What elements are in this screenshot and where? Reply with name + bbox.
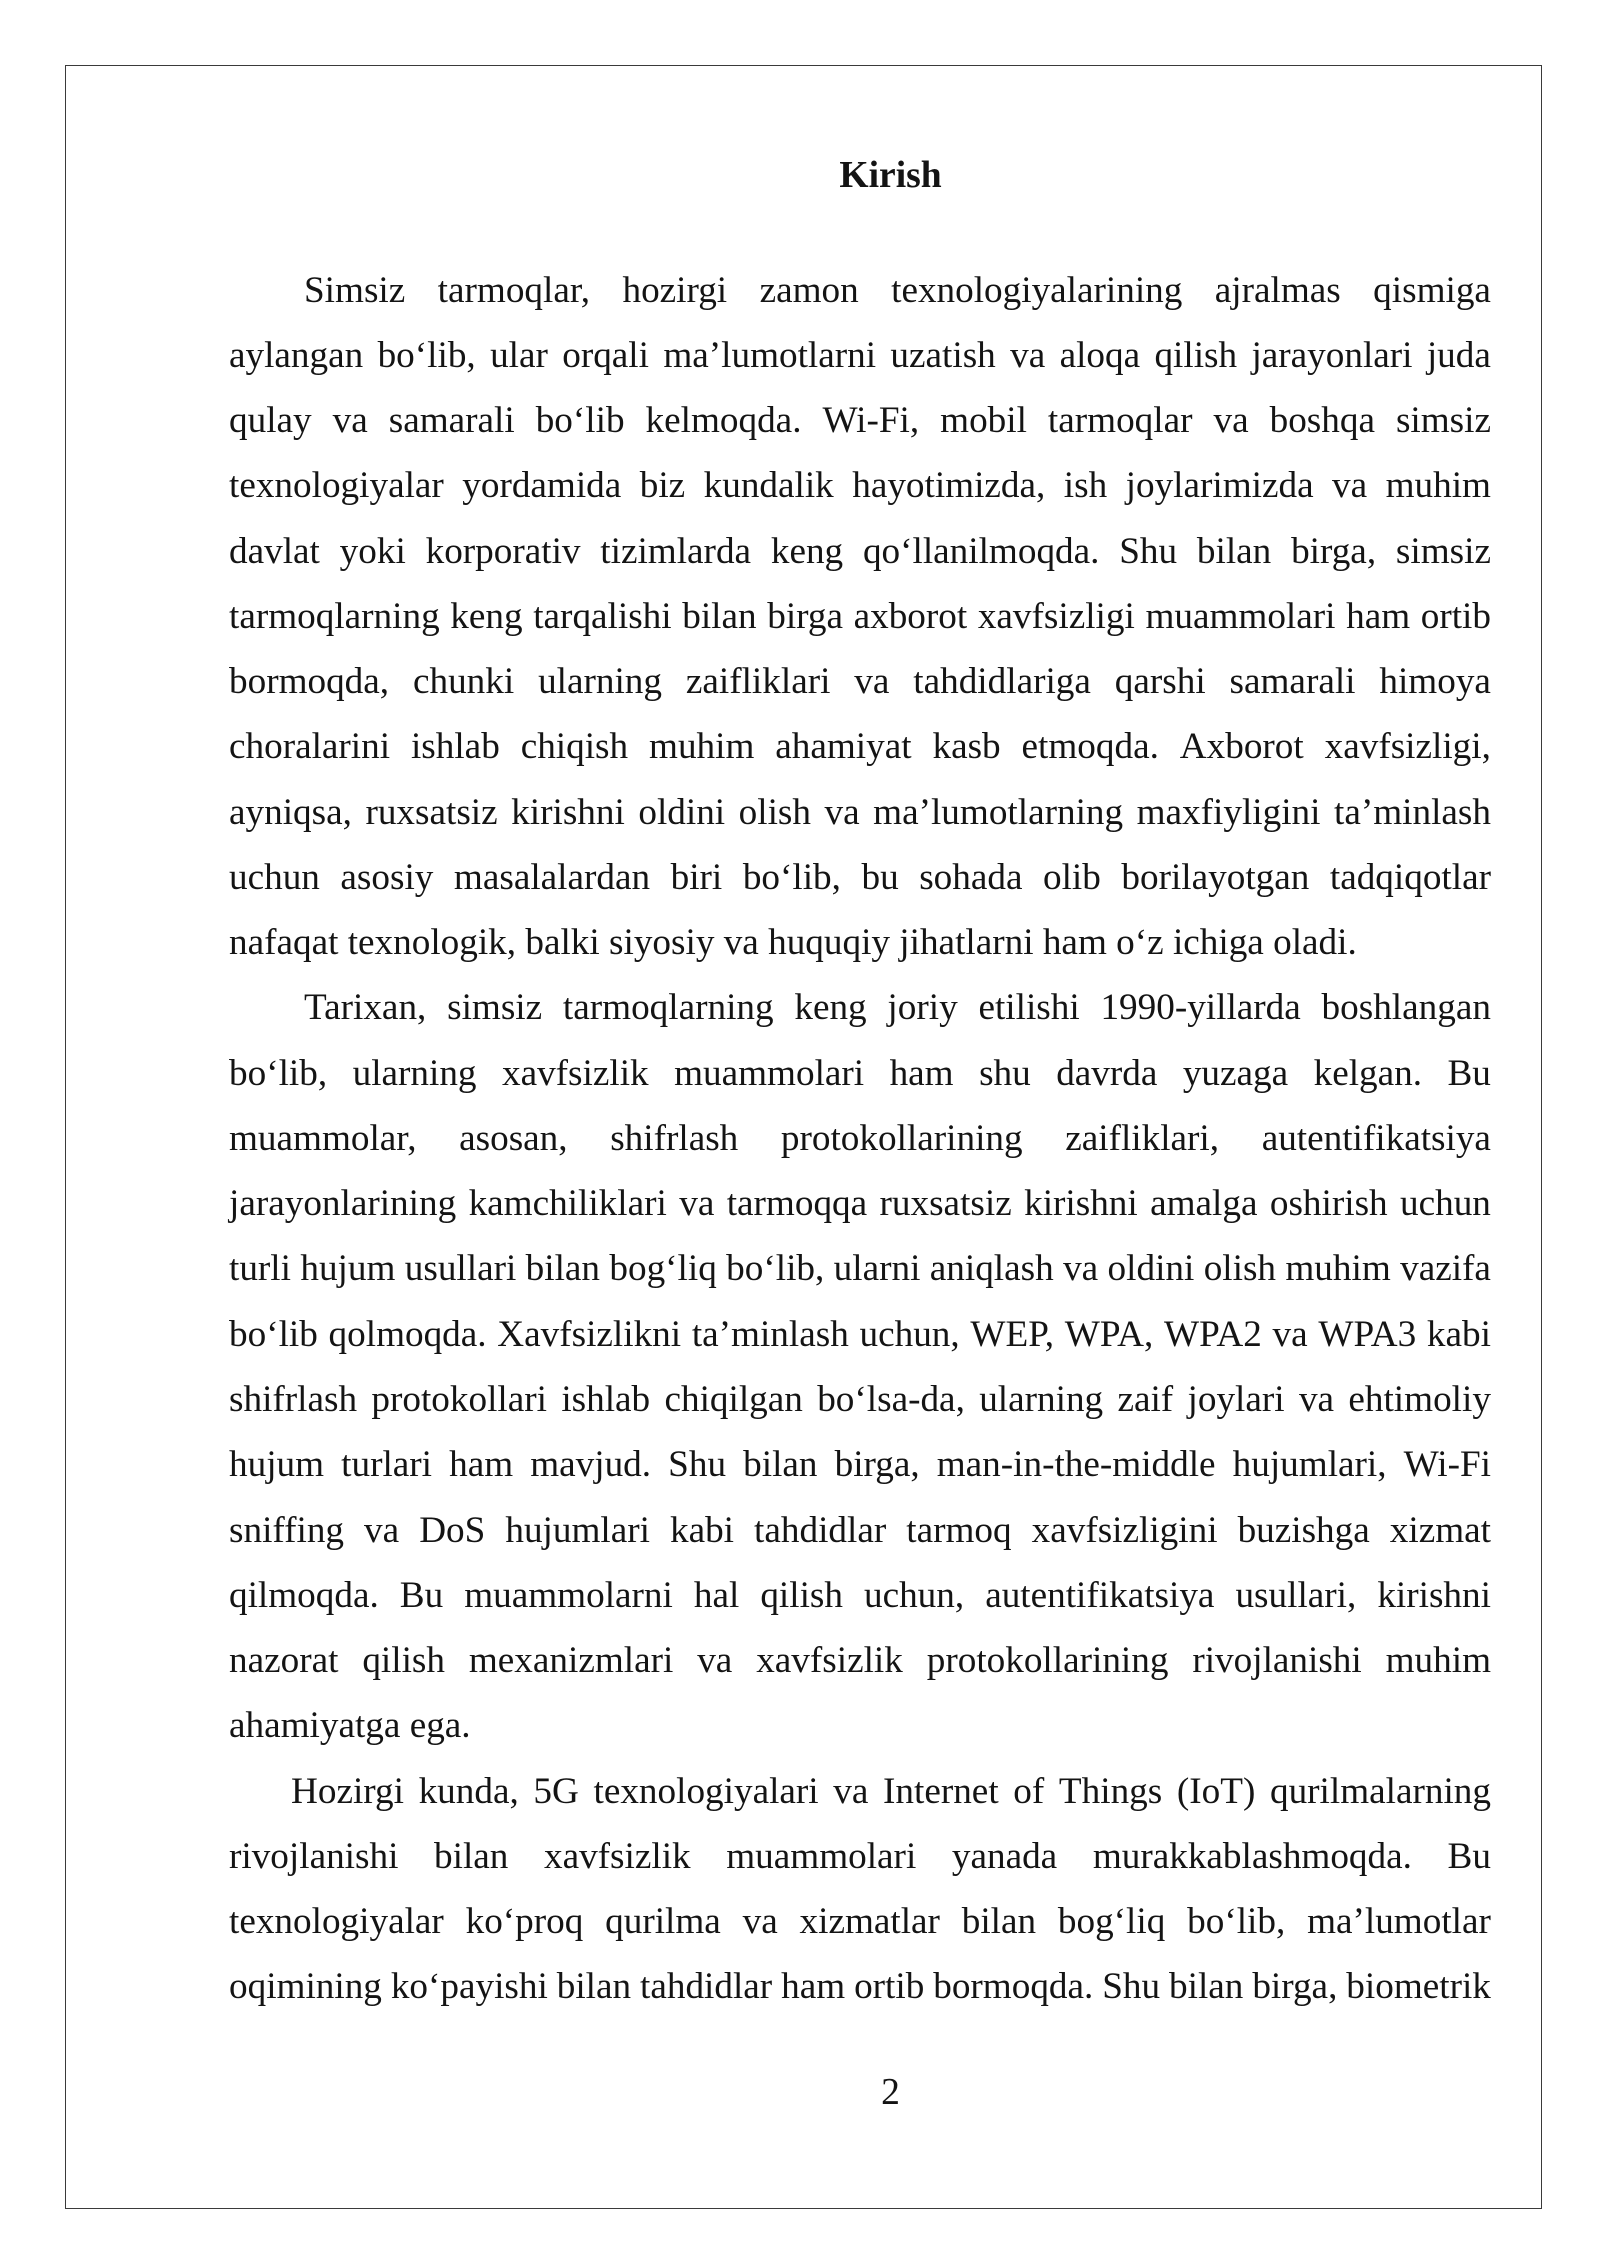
word: ularning xyxy=(538,661,662,703)
word: ajralmas xyxy=(1214,269,1341,311)
word: ko‘payishi xyxy=(390,1966,548,2008)
word: bo‘lib xyxy=(229,1313,318,1355)
word: yoki xyxy=(339,530,406,572)
word: WPA2 xyxy=(1164,1313,1262,1355)
word: kabi xyxy=(1426,1313,1491,1355)
word: Hozirgi xyxy=(291,1770,404,1812)
text-line xyxy=(229,1171,1491,1236)
text-line xyxy=(229,1302,1491,1367)
text-line xyxy=(229,1106,1491,1171)
word: simsiz xyxy=(1395,530,1491,572)
word: qilish xyxy=(362,1640,445,1682)
word: bo‘lib, xyxy=(377,334,476,376)
word: ko‘proq xyxy=(465,1901,584,1943)
word: usullari xyxy=(404,1248,517,1290)
word: oshirish xyxy=(1269,1183,1388,1225)
word: qilmoqda. xyxy=(229,1574,379,1616)
word: xavfsizlik xyxy=(756,1640,903,1682)
word: WEP, xyxy=(970,1313,1055,1355)
word: of xyxy=(1013,1770,1045,1812)
word: Internet xyxy=(883,1770,999,1812)
word: ham xyxy=(449,1444,514,1486)
word: autentifikatsiya xyxy=(985,1574,1215,1616)
word: qismiga xyxy=(1373,269,1491,311)
word: muammolar, xyxy=(229,1117,417,1159)
word: Bu xyxy=(1447,1052,1491,1094)
word: axborot xyxy=(853,595,968,637)
word: uchun xyxy=(229,856,320,898)
word: bo‘lib, xyxy=(742,856,841,898)
word: va xyxy=(833,1770,869,1812)
word: kabi xyxy=(669,1509,735,1551)
word: turli xyxy=(229,1248,291,1290)
word: Bu xyxy=(399,1574,444,1616)
word: hal xyxy=(693,1574,740,1616)
word: autentifikatsiya xyxy=(1261,1117,1491,1159)
word: mobil xyxy=(940,400,1027,442)
word: ularni xyxy=(833,1248,921,1290)
word: birga, xyxy=(1291,530,1377,572)
word: uchun, xyxy=(859,1313,960,1355)
text-line xyxy=(229,1236,1491,1301)
word: samarali xyxy=(1229,661,1356,703)
word: Bu xyxy=(1447,1835,1491,1877)
word: ularning xyxy=(979,1379,1104,1421)
text-line xyxy=(229,714,1491,779)
word: samarali xyxy=(388,400,515,442)
word: bilan xyxy=(1196,530,1272,572)
word: muammolari xyxy=(674,1052,865,1094)
word: va xyxy=(854,661,890,703)
word: hujumlari xyxy=(505,1509,650,1551)
word: bilan xyxy=(434,1835,509,1877)
word: etilishi xyxy=(978,987,1080,1029)
word: tarmoqlarning xyxy=(562,987,774,1029)
word: kirishni xyxy=(1377,1574,1491,1616)
word: ma’lumotlar xyxy=(1307,1901,1491,1943)
word: yuzaga xyxy=(1182,1052,1289,1094)
word: orqali xyxy=(562,334,649,376)
word: muhim xyxy=(1285,1248,1391,1290)
word: olish xyxy=(1203,1248,1277,1290)
text-line xyxy=(229,388,1491,453)
word: ham xyxy=(781,1966,846,2008)
word: protokollarining xyxy=(780,1117,1023,1159)
word: yanada xyxy=(951,1835,1058,1877)
word: keng xyxy=(770,530,844,572)
word: hayotimizda, xyxy=(852,465,1046,507)
word: asosiy xyxy=(340,856,434,898)
word: ortib xyxy=(1420,595,1491,637)
word: masalalardan xyxy=(453,856,651,898)
word: kelgan. xyxy=(1313,1052,1423,1094)
word: aniqlash xyxy=(929,1248,1054,1290)
word: amalga xyxy=(1150,1183,1258,1225)
word: (IoT) xyxy=(1176,1770,1256,1812)
word: shifrlash xyxy=(610,1117,739,1159)
word: birga xyxy=(767,595,843,637)
body-text xyxy=(229,258,1491,2020)
word: bilan xyxy=(1169,1966,1244,2008)
word: etmoqda. xyxy=(1021,726,1159,768)
word: ishlab xyxy=(561,1379,651,1421)
word: va xyxy=(1010,334,1046,376)
word: DoS xyxy=(419,1509,486,1551)
word: uzatish xyxy=(890,334,996,376)
word: xavfsizligini xyxy=(1031,1509,1218,1551)
word: muhim xyxy=(1385,465,1491,507)
word: biometrik xyxy=(1346,1966,1491,2008)
word: bilan xyxy=(682,595,757,637)
text-line xyxy=(229,649,1491,714)
word: zaifliklari xyxy=(685,661,831,703)
word: borilayotgan xyxy=(1121,856,1310,898)
word: ehtimoliy xyxy=(1348,1379,1491,1421)
word: tarmoqqa xyxy=(726,1183,868,1225)
text-line xyxy=(229,1889,1491,1954)
word: sohada xyxy=(919,856,1023,898)
word: qurilma xyxy=(605,1901,721,1943)
word: protokollari xyxy=(371,1379,547,1421)
word: zaif xyxy=(1117,1379,1174,1421)
word: bo‘lib, xyxy=(229,1052,328,1094)
word: keng xyxy=(450,595,523,637)
word: qarshi xyxy=(1114,661,1206,703)
word: hujumlari, xyxy=(1232,1444,1387,1486)
word: xavfsizligi xyxy=(977,595,1135,637)
word: xavfsizligi, xyxy=(1324,726,1491,768)
text-line xyxy=(229,1628,1491,1693)
word: va xyxy=(824,791,860,833)
word: muammolari xyxy=(726,1835,917,1877)
word: muammolari xyxy=(1145,595,1336,637)
word: ham xyxy=(889,1052,954,1094)
word: WPA, xyxy=(1064,1313,1154,1355)
word: himoya xyxy=(1379,661,1491,703)
word: va xyxy=(679,1183,715,1225)
text-line xyxy=(229,584,1491,649)
word: ta’minlash xyxy=(691,1313,849,1355)
word: ruxsatsiz xyxy=(879,1183,1012,1225)
word: qolmoqda. xyxy=(328,1313,487,1355)
word: vazifa xyxy=(1400,1248,1491,1290)
word: Shu xyxy=(1119,530,1178,572)
word: tahdidlar xyxy=(754,1509,887,1551)
word: qo‘llanilmoqda. xyxy=(862,530,1100,572)
word: kirishni xyxy=(511,791,625,833)
word: bilan xyxy=(556,1966,632,2008)
text-line xyxy=(229,258,1491,323)
word: kunda, xyxy=(418,1770,519,1812)
word: protokollarining xyxy=(926,1640,1169,1682)
text-line xyxy=(229,1954,1491,2019)
word: bilan xyxy=(961,1901,1037,1943)
word: olib xyxy=(1043,856,1101,898)
word: shifrlash xyxy=(229,1379,358,1421)
word: texnologiyalar xyxy=(229,1901,444,1943)
word: va xyxy=(1298,1379,1335,1421)
word: joylari xyxy=(1187,1379,1285,1421)
word: 5G xyxy=(533,1770,579,1812)
word: ma’lumotlarning xyxy=(873,791,1124,833)
word: bilan xyxy=(743,1444,818,1486)
word: tarmoq xyxy=(906,1509,1012,1551)
word: birga, xyxy=(1252,1966,1338,2008)
text-line: nafaqat texnologik, balki siyosiy va huquqiy jihatlarni ham o‘z ichiga oladi. xyxy=(229,922,1357,964)
word: chunki xyxy=(412,661,515,703)
word: ham xyxy=(1346,595,1411,637)
word: aloqa xyxy=(1059,334,1141,376)
word: ish xyxy=(1063,465,1108,507)
text-line xyxy=(229,323,1491,388)
word: simsiz xyxy=(1395,400,1491,442)
word: aylangan xyxy=(229,334,364,376)
word: kamchiliklari xyxy=(468,1183,667,1225)
word: Wi-Fi, xyxy=(822,400,920,442)
word: uchun xyxy=(1400,1183,1491,1225)
word: ularning xyxy=(352,1052,477,1094)
text-line xyxy=(229,1432,1491,1497)
word: boshlangan xyxy=(1321,987,1491,1029)
word: Simsiz xyxy=(304,269,406,311)
word: tizimlarda xyxy=(600,530,752,572)
word: kundalik xyxy=(703,465,834,507)
word: bilan xyxy=(525,1248,601,1290)
word: yordamida xyxy=(462,465,622,507)
word: turlari xyxy=(341,1444,433,1486)
word: mavjud. xyxy=(530,1444,652,1486)
word: rivojlanishi xyxy=(1192,1640,1362,1682)
word: oldini xyxy=(638,791,726,833)
word: ruxsatsiz xyxy=(365,791,498,833)
word: qilish xyxy=(760,1574,843,1616)
text-line xyxy=(229,1563,1491,1628)
word: kasb xyxy=(932,726,1001,768)
word: usullari, xyxy=(1235,1574,1357,1616)
word: va xyxy=(364,1509,400,1551)
word: qurilmalarning xyxy=(1269,1770,1491,1812)
word: ishlab xyxy=(410,726,500,768)
word: muhim xyxy=(649,726,755,768)
word: 1990-yillarda xyxy=(1100,987,1301,1029)
word: ma’lumotlarni xyxy=(663,334,877,376)
word: tahdidlar xyxy=(640,1966,773,2008)
paragraph-2 xyxy=(229,975,1491,1758)
word: qilish xyxy=(1154,334,1238,376)
word: bo‘lib, xyxy=(1187,1901,1286,1943)
word: va xyxy=(697,1640,733,1682)
word: oldini xyxy=(1107,1248,1195,1290)
word: WPA3 xyxy=(1318,1313,1417,1355)
word: ayniqsa, xyxy=(229,791,352,833)
word: hujum xyxy=(300,1248,396,1290)
word: bo‘lib, xyxy=(726,1248,825,1290)
word: chiqish xyxy=(520,726,629,768)
word: buzishga xyxy=(1237,1509,1370,1551)
word: murakkablashmoqda. xyxy=(1092,1835,1412,1877)
word: korporativ xyxy=(425,530,581,572)
word: qulay xyxy=(229,400,312,442)
word: uchun, xyxy=(863,1574,965,1616)
word: va xyxy=(742,1901,778,1943)
word: asosan, xyxy=(459,1117,568,1159)
word: va xyxy=(1063,1248,1099,1290)
word: simsiz xyxy=(447,987,543,1029)
text-line xyxy=(229,975,1491,1040)
text-line xyxy=(229,780,1491,845)
page-number: 2 xyxy=(881,2072,900,2113)
text-line xyxy=(229,1498,1491,1563)
word: muammolarni xyxy=(464,1574,673,1616)
word: bu xyxy=(861,856,899,898)
word: tarmoqlar, xyxy=(437,269,591,311)
word: boshqa xyxy=(1269,400,1375,442)
word: juda xyxy=(1426,334,1491,376)
word: va xyxy=(1272,1313,1308,1355)
word: davrda xyxy=(1056,1052,1158,1094)
word: oqimining xyxy=(229,1966,382,2008)
word: bog‘liq xyxy=(609,1248,717,1290)
word: mexanizmlari xyxy=(468,1640,674,1682)
word: texnologiyalarining xyxy=(891,269,1183,311)
word: chiqilgan xyxy=(664,1379,803,1421)
word: joylarimizda xyxy=(1125,465,1314,507)
text-line xyxy=(229,519,1491,584)
word: zamon xyxy=(759,269,859,311)
word: sniffing xyxy=(229,1509,345,1551)
word: ahamiyat xyxy=(775,726,912,768)
word: bo‘lsa-da, xyxy=(817,1379,965,1421)
word: Shu xyxy=(1102,1966,1161,2008)
word: Axborot xyxy=(1179,726,1304,768)
word: tarmoqlarning xyxy=(229,595,440,637)
word: hujum xyxy=(229,1444,325,1486)
word: birga, xyxy=(834,1444,920,1486)
word: jarayonlari xyxy=(1251,334,1413,376)
word: va xyxy=(1213,400,1249,442)
word: xizmat xyxy=(1389,1509,1491,1551)
word: zaifliklari, xyxy=(1065,1117,1220,1159)
word: maxfiyligini xyxy=(1136,791,1321,833)
word: xavfsizlik xyxy=(501,1052,649,1094)
text-line xyxy=(229,1367,1491,1432)
word: ular xyxy=(490,334,548,376)
word: tahdidlariga xyxy=(913,661,1091,703)
paragraph-3 xyxy=(229,1759,1491,2020)
word: Shu xyxy=(668,1444,727,1486)
word: Tarixan, xyxy=(304,987,427,1029)
word: va xyxy=(332,400,368,442)
text-line xyxy=(229,1759,1491,1824)
word: xizmatlar xyxy=(799,1901,940,1943)
word: joriy xyxy=(887,987,958,1029)
word: hozirgi xyxy=(622,269,728,311)
word: shu xyxy=(979,1052,1031,1094)
text-line xyxy=(229,453,1491,518)
word: nazorat xyxy=(229,1640,339,1682)
text-line xyxy=(229,1824,1491,1889)
word: tarmoqlar xyxy=(1047,400,1193,442)
word: va xyxy=(1332,465,1368,507)
text-line xyxy=(229,1041,1491,1106)
word: man-in-the-middle xyxy=(936,1444,1216,1486)
word: Wi-Fi xyxy=(1403,1444,1491,1486)
word: tarqalishi xyxy=(533,595,672,637)
word: biri xyxy=(670,856,723,898)
paragraph-1 xyxy=(229,258,1491,976)
word: ta’minlash xyxy=(1334,791,1491,833)
word: keng xyxy=(794,987,867,1029)
word: kelmoqda. xyxy=(645,400,802,442)
word: bormoqda. xyxy=(933,1966,1094,2008)
word: bog‘liq xyxy=(1057,1901,1166,1943)
word: rivojlanishi xyxy=(229,1835,399,1877)
text-line: ahamiyatga ega. xyxy=(229,1705,471,1747)
word: jarayonlarining xyxy=(229,1183,457,1225)
word: bo‘lib xyxy=(535,400,625,442)
word: olish xyxy=(738,791,811,833)
word: xavfsizlik xyxy=(543,1835,691,1877)
word: tadqiqotlar xyxy=(1329,856,1491,898)
word: biz xyxy=(639,465,686,507)
word: choralarini xyxy=(229,726,391,768)
word: ortib xyxy=(854,1966,925,2008)
word: bormoqda, xyxy=(229,661,390,703)
section-title: Kirish xyxy=(839,155,942,196)
text-line xyxy=(229,845,1491,910)
word: Xavfsizlikni xyxy=(497,1313,682,1355)
word: muhim xyxy=(1385,1640,1491,1682)
word: kirishni xyxy=(1024,1183,1138,1225)
word: texnologiyalari xyxy=(593,1770,819,1812)
word: davlat xyxy=(229,530,320,572)
word: Things xyxy=(1058,1770,1163,1812)
word: texnologiyalar xyxy=(229,465,444,507)
